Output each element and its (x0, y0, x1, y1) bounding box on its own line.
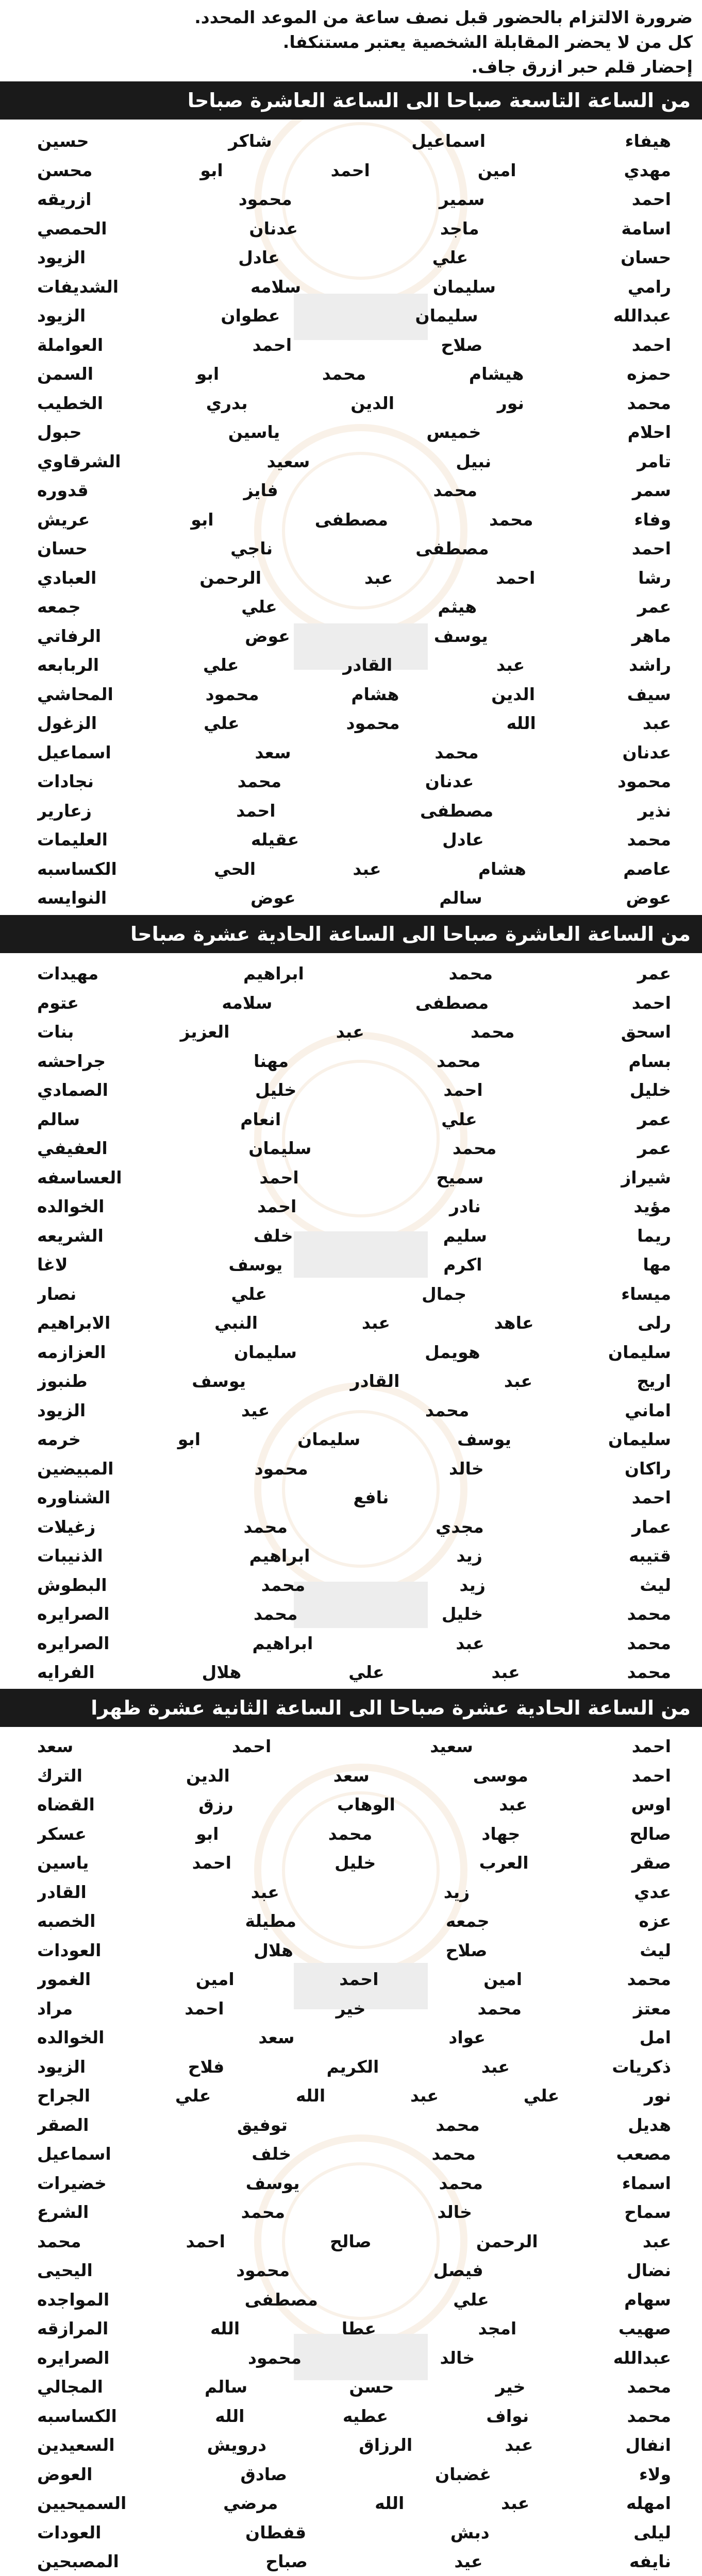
candidate-name: عمر محمد ابراهيم مهيدات (37, 963, 671, 984)
candidate-name: اسحق محمد عبد العزيز بنات (37, 1022, 671, 1042)
candidate-name: نذير مصطفى احمد زعارير (37, 800, 671, 821)
candidate-name: عدي زيد عبد القادر (37, 1882, 671, 1902)
candidate-name: نايفه عيد صباح المصبحين (37, 2551, 671, 2571)
candidate-name: محمد خليل محمد الصرايره (37, 1604, 671, 1624)
candidate-name: امهله عبد الله مرضي السميحيين (37, 2493, 671, 2513)
candidate-name: عبد الرحمن صالح احمد محمد (37, 2231, 671, 2251)
instruction-line: إحضار قلم حبر ازرق جاف. (471, 57, 693, 77)
candidate-name: ليلى دبش قفطان العودات (37, 2522, 671, 2543)
candidate-name: سماح خالد محمد الشرع (37, 2202, 671, 2222)
candidate-name: عمار مجدي محمد زغيلات (37, 1516, 671, 1537)
candidate-name: حمزه هيشام محمد ابو السمن (37, 364, 671, 384)
candidate-name: محمد عبد علي هلال الفرايه (37, 1662, 671, 1682)
candidate-name: راشد عبد القادر علي الربابعه (37, 655, 671, 675)
candidate-name: رشا احمد عبد الرحمن العبادي (37, 567, 671, 588)
instruction-line: ضرورة الالتزام بالحضور قبل نصف ساعة من الموعد المحدد. (194, 7, 693, 27)
candidate-name: عدنان محمد سعد اسماعيل (37, 742, 671, 762)
candidate-name: سهام علي مصطفى المواجده (37, 2289, 671, 2310)
candidate-name: وفاء محمد مصطفى ابو عريش (37, 509, 671, 530)
candidate-name: صهيب امجد عطا الله المرازقه (37, 2318, 671, 2338)
candidate-name: احمد سعيد احمد سعد (37, 1736, 671, 1756)
section-header: من الساعة الحادية عشرة صباحا الى الساعة الثانية عشرة ظهرا (0, 1689, 702, 1727)
name-list (37, 959, 671, 1687)
candidate-name: محمود عدنان محمد نجادات (37, 771, 671, 791)
candidate-name: احمد مصطفى ناجي حسان (37, 538, 671, 558)
candidate-name: محمد عادل عقيله العليمات (37, 829, 671, 850)
candidate-name: قتيبه زيد ابراهيم الذنيبات (37, 1546, 671, 1566)
candidate-name: سليمان يوسف سليمان ابو خرمه (37, 1429, 671, 1449)
candidate-name: محمد نواف عطيه الله الكساسبه (37, 2405, 671, 2426)
candidate-name: عبدالله خالد محمود الصرايره (37, 2347, 671, 2368)
candidate-name: مهدي امين احمد ابو محسن (37, 160, 671, 180)
candidate-name: هديل محمد توفيق الصقر (37, 2114, 671, 2135)
candidate-name: انفال عبد الرزاق درويش السعيدين (37, 2435, 671, 2455)
candidate-name: مها اكرم يوسف لاغا (37, 1255, 671, 1275)
candidate-name: احمد مصطفى سلامه عتوم (37, 992, 671, 1013)
candidate-name: ريما سليم خلف الشريعه (37, 1225, 671, 1246)
candidate-name: عاصم هشام عبد الحي الكساسبه (37, 858, 671, 879)
instruction-line: كل من لا يحضر المقابلة الشخصية يعتبر مستنكفا. (282, 32, 693, 52)
candidate-name: عزه جمعه مطيلة الخصبه (37, 1911, 671, 1931)
candidate-name: نور علي عبد الله علي الجراح (37, 2086, 671, 2106)
candidate-name: احمد صلاح احمد العواملة (37, 334, 671, 355)
candidate-name: اسامة ماجد عدنان الحمصي (37, 218, 671, 239)
candidate-name: صقر العرب خليل احمد ياسين (37, 1853, 671, 1873)
name-list (37, 1732, 671, 2576)
candidate-name: عبدالله سليمان عطوان الزيود (37, 306, 671, 326)
candidate-name: معتز محمد خير احمد مراد (37, 1998, 671, 2019)
candidate-name: عمر محمد سليمان العفيفي (37, 1138, 671, 1158)
candidate-name: شيراز سميح احمد العساسفه (37, 1167, 671, 1188)
candidate-name: احلام خميس ياسين حبول (37, 422, 671, 442)
candidate-name: رامي سليمان سلامه الشديفات (37, 276, 671, 297)
candidate-name: سيف الدين هشام محمود المحاشي (37, 684, 671, 704)
candidate-name: عمر علي انعام سالم (37, 1109, 671, 1129)
candidate-name: عبد الله محمود علي الزغول (37, 713, 671, 733)
candidate-name: اريج عبد القادر يوسف طنبوز (37, 1371, 671, 1391)
candidate-name: ولاء غضبان صادق العوض (37, 2464, 671, 2484)
candidate-name: عوض سالم عوض النوايسه (37, 888, 671, 908)
candidate-name: ماهر يوسف عوض الرفاتي (37, 625, 671, 646)
candidate-name: مصعب محمد خلف اسماعيل (37, 2144, 671, 2164)
candidate-name: مؤيد نادر احمد الخوالده (37, 1196, 671, 1216)
candidate-name: ذكريات عبد الكريم فلاح الزيود (37, 2056, 671, 2077)
candidate-name: سليمان هويمل سليمان العزازمه (37, 1342, 671, 1362)
candidate-name: محمد خير حسن سالم المجالي (37, 2377, 671, 2397)
candidate-name: راكان خالد محمود المبيضين (37, 1458, 671, 1479)
candidate-name: محمد نور الدين بدري الخطيب (37, 393, 671, 413)
name-list (37, 127, 671, 913)
candidate-name: تامر نبيل سعيد الشرقاوي (37, 451, 671, 471)
candidate-name: عمر هيثم علي جمعه (37, 597, 671, 617)
candidate-name: ميساء جمال علي نصار (37, 1283, 671, 1304)
candidate-name: اسماء محمد يوسف خضيرات (37, 2173, 671, 2193)
candidate-name: نضال فيصل محمود اليحيى (37, 2260, 671, 2280)
section-header: من الساعة العاشرة صباحا الى الساعة الحادية عشرة صباحا (0, 915, 702, 953)
candidate-name: رلى عاهد عبد النبي الابراهيم (37, 1313, 671, 1333)
candidate-name: محمد عبد ابراهيم الصرايره (37, 1633, 671, 1653)
candidate-name: اوس عبد الوهاب رزق القضاه (37, 1794, 671, 1815)
candidate-name: ليث صلاح هلال العودات (37, 1940, 671, 1960)
candidate-name: احمد موسى سعد الدين الترك (37, 1765, 671, 1786)
candidate-name: صالح جهاد محمد ابو عسكر (37, 1823, 671, 1844)
candidate-name: ليث زيد محمد البطوش (37, 1574, 671, 1595)
candidate-name: محمد امين احمد امين الغمور (37, 1969, 671, 1989)
candidate-name: امل عواد سعد الخوالده (37, 2027, 671, 2047)
candidate-name: اماني محمد عيد الزيود (37, 1400, 671, 1420)
candidate-name: بسام محمد مهنا جراحشه (37, 1050, 671, 1071)
candidate-name: احمد سمير محمود ازريقه (37, 189, 671, 209)
candidate-name: حسان علي عادل الزيود (37, 247, 671, 267)
section-header: من الساعة التاسعة صباحا الى الساعة العاشرة صباحا (0, 81, 702, 120)
candidate-name: هيفاء اسماعيل شاكر حسين (37, 131, 671, 151)
candidate-name: احمد نافع الشناوره (37, 1487, 671, 1507)
instructions (12, 5, 693, 79)
candidate-name: خليل احمد خليل الصمادي (37, 1080, 671, 1100)
candidate-name: سمر محمد فايز قدوره (37, 480, 671, 500)
